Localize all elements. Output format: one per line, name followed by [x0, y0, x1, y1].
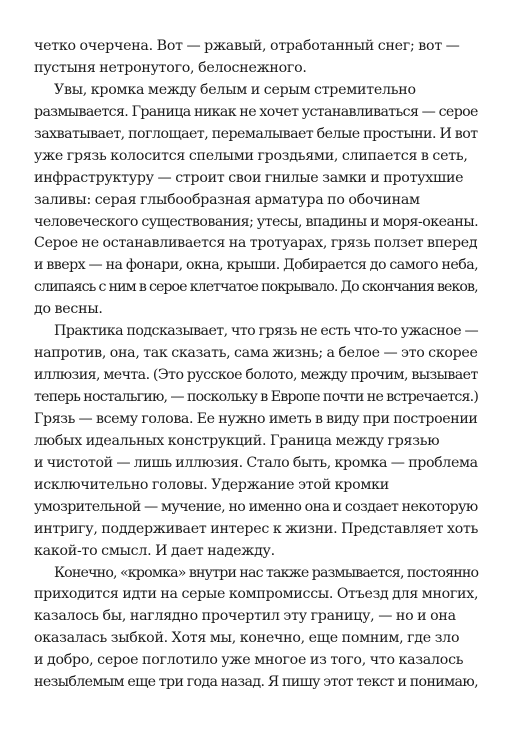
- text-line: размывается. Граница никак не хочет устанавливаться — серое: [34, 103, 478, 120]
- paragraph: [34, 563, 479, 695]
- paragraph: [34, 80, 479, 321]
- text-line: уже грязь колосится спелыми гроздьями, слипается в сеть,: [34, 147, 468, 164]
- text-line: инфраструктуру — строит свои гнилые замки и протухшие: [34, 169, 464, 186]
- paragraph: [34, 36, 479, 80]
- text-line: захватывает, поглощает, перемалывает белые простыни. И вот: [34, 125, 478, 142]
- text-line: Грязь — всему голова. Ее нужно иметь в виду при построении: [34, 410, 478, 427]
- text-line: исключительно головы. Удержание этой кромки: [34, 476, 389, 493]
- text-line: человеческого существования; утесы, впадины и моря-океаны.: [34, 213, 479, 230]
- paragraph: [34, 321, 479, 562]
- book-page-text: [34, 36, 479, 694]
- text-line: Увы, кромка между белым и серым стремительно: [54, 81, 416, 98]
- text-line: и добро, серое поглотило уже многое из того, что казалось: [34, 652, 464, 669]
- text-line: четко очерчена. Вот — ржавый, отработанный снег; вот —: [34, 38, 460, 54]
- text-line: и чистотой — лишь иллюзия. Стало быть, кромка — проблема: [34, 454, 478, 471]
- text-line: интригу, поддерживает интерес к жизни. Представляет хоть: [34, 520, 479, 537]
- text-line: пустыня нетронутого, белоснежного.: [34, 59, 307, 76]
- text-line: казалось бы, наглядно прочертил эту границу, — но и она: [34, 608, 456, 625]
- text-line: незыблемым еще три года назад. Я пишу этот текст и понимаю,: [34, 674, 478, 691]
- text-line: и вверх — на фонари, окна, крыши. Добирается до самого неба,: [34, 257, 479, 274]
- text-line: оказалась зыбкой. Хотя мы, конечно, еще помним, где зло: [34, 630, 460, 647]
- text-line: напротив, она, так сказать, сама жизнь; а белое — это скорее: [34, 345, 478, 362]
- text-line: иллюзия, мечта. (Это русское болото, между прочим, вызывает: [34, 367, 478, 384]
- text-line: теперь ностальгию, — поскольку в Европе почти не встречается.): [34, 389, 479, 405]
- text-line: слипаясь с ним в серое клетчатое покрывало. До скончания веков,: [34, 279, 478, 296]
- text-line: Практика подсказывает, что грязь не есть что-то ужасное —: [54, 323, 479, 340]
- text-line: какой-то смысл. И дает надежду.: [34, 542, 275, 559]
- text-line: заливы: серая глыбообразная арматура по обочинам: [34, 191, 420, 208]
- text-line: до весны.: [34, 301, 103, 318]
- text-line: Конечно, «кромка» внутри нас также размывается, постоянно: [54, 564, 479, 581]
- text-line: умозрительной — мучение, но именно она и создает некоторую: [34, 498, 478, 515]
- text-line: любых идеальных конструкций. Граница между грязью: [34, 432, 440, 449]
- text-line: Серое не останавливается на тротуарах, грязь ползет вперед: [34, 235, 478, 252]
- text-line: приходится идти на серые компромиссы. Отъезд для многих,: [34, 586, 479, 603]
